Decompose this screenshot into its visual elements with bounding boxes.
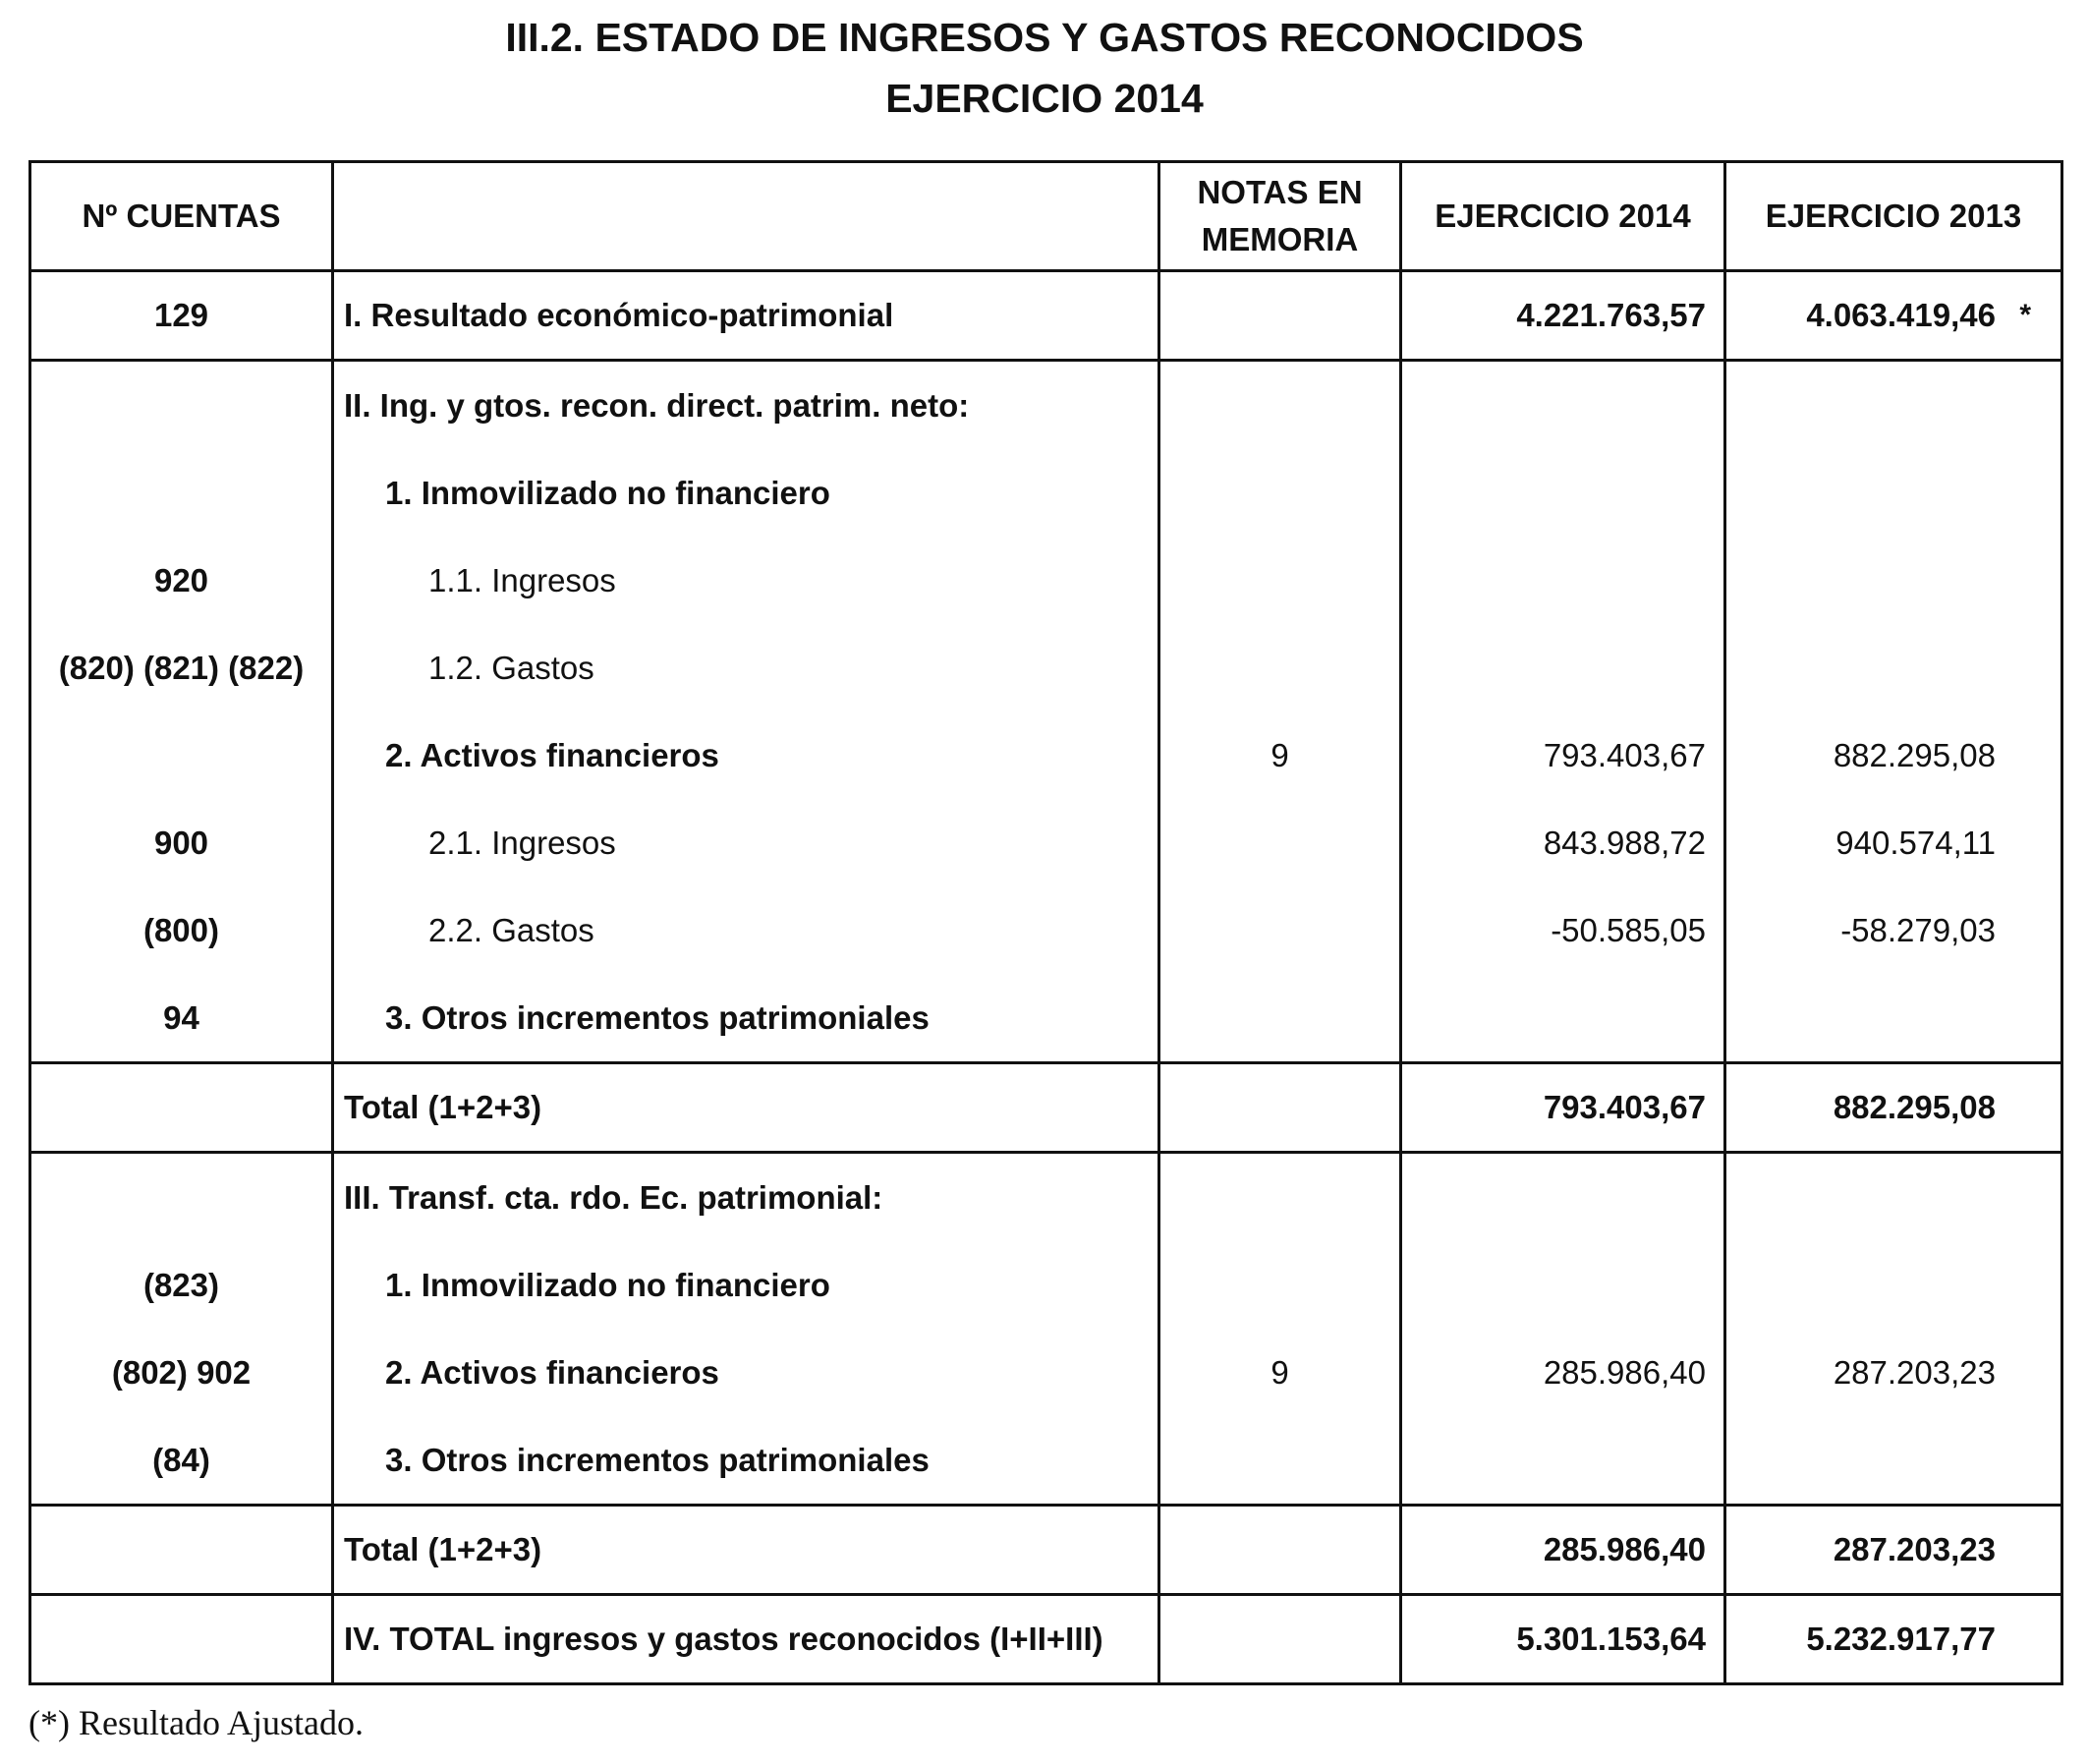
table-row-resultado xyxy=(30,271,2062,361)
footnote: (*) Resultado Ajustado. xyxy=(28,1703,364,1742)
concepto-line: 1. Inmovilizado no financiero xyxy=(385,474,830,511)
value-2013-line xyxy=(1726,974,2061,1061)
value-2013-line: -58.279,03 xyxy=(1840,911,1996,948)
notas-line xyxy=(1160,886,1399,974)
header-cuentas: Nº CUENTAS xyxy=(30,162,333,271)
value-2013-cell: 4.063.419,46 xyxy=(1806,297,1996,333)
header-concepto xyxy=(333,162,1159,271)
notas-line xyxy=(1160,799,1399,886)
section-iii-notas xyxy=(1160,1154,1399,1504)
notas-line: 9 xyxy=(1270,736,1289,773)
value-2013-line: 940.574,11 xyxy=(1835,824,1996,861)
value-2013-line xyxy=(1726,1154,2061,1241)
grand-total-2013: 5.232.917,77 xyxy=(1806,1621,1996,1657)
table-row-total-ii xyxy=(30,1063,2062,1153)
notas-line xyxy=(1160,974,1399,1061)
value-2014-line xyxy=(1402,537,1723,624)
value-2014-line xyxy=(1402,362,1723,449)
value-2014-line xyxy=(1402,1416,1723,1504)
section-heading: III. Transf. cta. rdo. Ec. patrimonial: xyxy=(344,1178,883,1216)
value-2014-line: 285.986,40 xyxy=(1543,1353,1706,1391)
section-ii-block xyxy=(30,361,2062,1063)
footnote-marker: * xyxy=(2019,299,2031,331)
notas-line: 9 xyxy=(1270,1353,1289,1391)
value-2014-line xyxy=(1402,1241,1723,1329)
concepto-line: 1. Inmovilizado no financiero xyxy=(385,1266,830,1303)
value-2013-line xyxy=(1726,362,2061,449)
section-heading: II. Ing. y gtos. recon. direct. patrim. neto: xyxy=(344,386,970,424)
concepto-line: 2.2. Gastos xyxy=(428,911,594,948)
section-iii-2014 xyxy=(1402,1154,1723,1504)
cuenta-line: 94 xyxy=(163,998,199,1036)
notas-line xyxy=(1160,624,1399,711)
notas-line xyxy=(1160,1154,1399,1241)
concepto-line: 1.1. Ingresos xyxy=(428,561,616,598)
concepto-line: 2.1. Ingresos xyxy=(428,824,616,861)
cuenta-line: (84) xyxy=(152,1441,210,1478)
total-2014: 793.403,67 xyxy=(1543,1089,1706,1125)
header-ejercicio-2013: EJERCICIO 2013 xyxy=(1725,162,2062,271)
section-ii-cuentas xyxy=(31,362,331,1061)
cuenta-line xyxy=(31,1154,331,1241)
value-2014-line xyxy=(1402,974,1723,1061)
total-2014: 285.986,40 xyxy=(1543,1531,1706,1567)
concepto-line: 2. Activos financieros xyxy=(385,736,719,773)
table-row-total-iv xyxy=(30,1595,2062,1684)
value-2014-line: 843.988,72 xyxy=(1543,824,1706,861)
total-label: Total (1+2+3) xyxy=(344,1089,542,1125)
grand-total-label: IV. TOTAL ingresos y gastos reconocidos (I+II+III) xyxy=(344,1621,1103,1657)
grand-total-2014: 5.301.153,64 xyxy=(1516,1621,1706,1657)
cuenta-line: (802) 902 xyxy=(111,1353,252,1391)
concepto-line: 3. Otros incrementos patrimoniales xyxy=(385,1441,930,1478)
table-row-total-iii xyxy=(30,1506,2062,1595)
total-2013: 882.295,08 xyxy=(1833,1089,1996,1125)
concepto-line: 3. Otros incrementos patrimoniales xyxy=(385,998,930,1036)
section-ii-conceptos xyxy=(334,362,1157,1061)
notas-line xyxy=(1160,449,1399,537)
section-iii-2013 xyxy=(1726,1154,2061,1504)
value-2014-cell: 4.221.763,57 xyxy=(1516,297,1706,333)
value-2013-line: 882.295,08 xyxy=(1833,736,1996,773)
value-2014-line xyxy=(1402,449,1723,537)
total-label: Total (1+2+3) xyxy=(344,1531,542,1567)
value-2013-line xyxy=(1726,624,2061,711)
value-2013-line xyxy=(1726,1241,2061,1329)
notas-line xyxy=(1160,1416,1399,1504)
concepto-line: 2. Activos financieros xyxy=(385,1353,719,1391)
cuenta-line xyxy=(31,449,331,537)
document-subtitle: EJERCICIO 2014 xyxy=(885,76,1204,121)
total-2013: 287.203,23 xyxy=(1833,1531,1996,1567)
cuenta-line: (820) (821) (822) xyxy=(58,649,305,686)
section-iii-cuentas xyxy=(31,1154,331,1504)
value-2013-line xyxy=(1726,449,2061,537)
value-2013-line: 287.203,23 xyxy=(1833,1353,1996,1391)
value-2014-line: 793.403,67 xyxy=(1543,736,1706,773)
section-ii-2013 xyxy=(1726,362,2061,1061)
value-2014-line: -50.585,05 xyxy=(1551,911,1706,948)
concepto-line: 1.2. Gastos xyxy=(428,649,594,686)
value-2013-line xyxy=(1726,1416,2061,1504)
header-ejercicio-2014: EJERCICIO 2014 xyxy=(1401,162,1725,271)
header-notas: NOTAS EN MEMORIA xyxy=(1159,162,1401,271)
cuenta-line: 920 xyxy=(153,561,209,598)
notas-line xyxy=(1160,362,1399,449)
cuenta-line: 900 xyxy=(153,824,209,861)
header-row xyxy=(30,162,2062,271)
section-ii-2014 xyxy=(1402,362,1723,1061)
value-2014-line xyxy=(1402,624,1723,711)
value-2013-line xyxy=(1726,537,2061,624)
section-iii-conceptos xyxy=(334,1154,1157,1504)
document-title: III.2. ESTADO DE INGRESOS Y GASTOS RECONOCIDOS xyxy=(505,15,1584,60)
cuenta-cell: 129 xyxy=(153,297,209,333)
section-iii-block xyxy=(30,1153,2062,1506)
income-expense-table xyxy=(28,160,2063,1685)
notas-line xyxy=(1160,1241,1399,1329)
value-2014-line xyxy=(1402,1154,1723,1241)
cuenta-line xyxy=(31,362,331,449)
section-ii-notas xyxy=(1160,362,1399,1061)
cuenta-line xyxy=(31,711,331,799)
cuenta-line: (823) xyxy=(142,1266,220,1303)
notas-line xyxy=(1160,537,1399,624)
cuenta-line: (800) xyxy=(142,911,220,948)
concepto-cell: I. Resultado económico-patrimonial xyxy=(344,297,894,333)
